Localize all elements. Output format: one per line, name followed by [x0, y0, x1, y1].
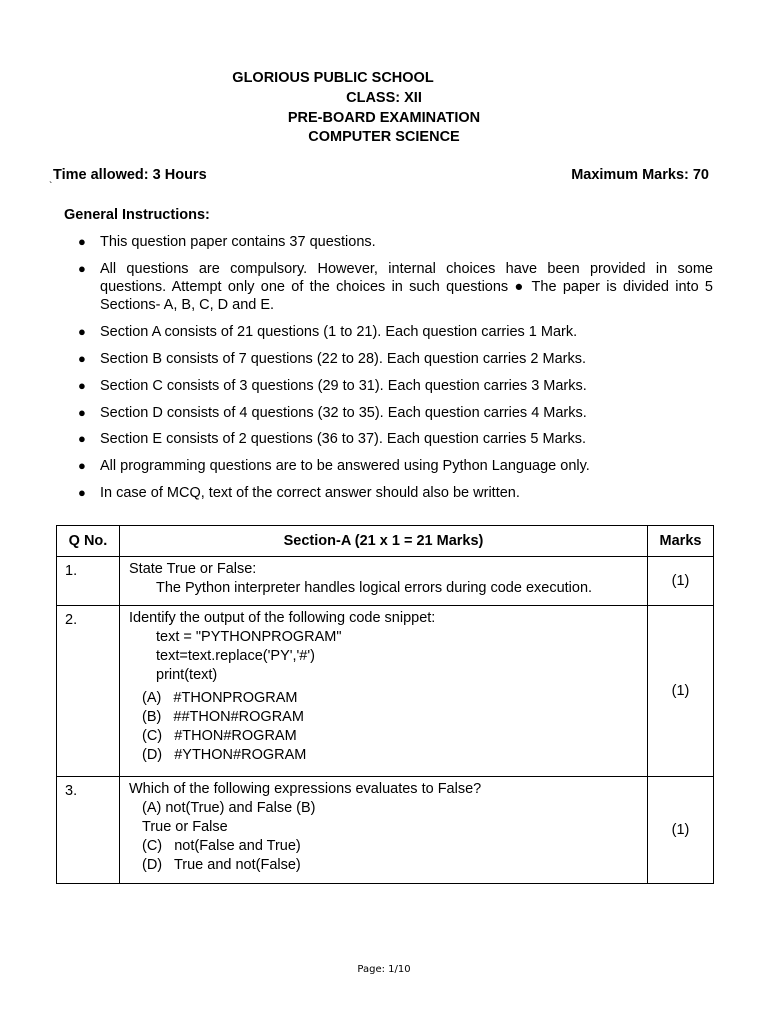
question-text: Which of the following expressions evaluates to False? (A) not(True) and False (B) True or False (C) not(False and True) (D) True and not(False) [120, 777, 648, 884]
school-name: GLORIOUS PUBLIC SCHOOL [232, 70, 434, 86]
list-item: ● Section C consists of 3 questions (29 to 31). Each question carries 3 Marks. [78, 377, 587, 394]
bullet-icon: ● [78, 260, 86, 276]
option-a: (A) #THONPROGRAM [142, 690, 298, 706]
instructions-title: General Instructions: [64, 207, 210, 223]
code-line: text = "PYTHONPROGRAM" [156, 629, 342, 645]
bullet-icon: ● [78, 484, 86, 500]
time-allowed: Time allowed: 3 Hours [53, 167, 207, 183]
question-marks: (1) [648, 557, 714, 606]
bullet-icon: ● [78, 404, 86, 420]
exam-title: PRE-BOARD EXAMINATION [287, 110, 481, 126]
bullet-icon: ● [78, 234, 86, 249]
question-text: State True or False: The Python interpreter handles logical errors during code execution. [120, 557, 648, 606]
qno-header: Q No. [57, 526, 120, 557]
bullet-icon: ● [78, 458, 86, 474]
class-label: CLASS: XII [346, 90, 422, 106]
questions-table [56, 525, 714, 884]
list-item: ● Section D consists of 4 questions (32 to 35). Each question carries 4 Marks. [78, 404, 587, 421]
question-number: 2. [57, 606, 120, 777]
instructions-list [78, 233, 713, 511]
question-text: Identify the output of the following code snippet: text = "PYTHONPROGRAM" text=text.replace('PY','#') print(text) (A) #THONPROGRAM (B) ##THON#ROGRAM (C) #THON#ROGRAM (D) #YTHON#ROGRAM [120, 606, 648, 777]
bullet-icon: ● [78, 350, 86, 366]
bullet-icon: ● [78, 431, 86, 447]
bullet-icon: ● [78, 324, 86, 340]
section-header: Section-A (21 x 1 = 21 Marks) [120, 526, 648, 557]
table-row [57, 557, 714, 606]
table-header-row [57, 526, 714, 557]
question-number: 1. [57, 557, 120, 606]
option-c: (C) #THON#ROGRAM [142, 728, 297, 744]
list-item: ● All questions are compulsory. However, internal choices have been provided in some questions. Attempt only one of the choices in such questions ● The paper is divided into 5 Sections- A, B, C, D and E. [78, 260, 713, 314]
code-line: text=text.replace('PY','#') [156, 648, 315, 664]
list-item: ● Section E consists of 2 questions (36 to 37). Each question carries 5 Marks. [78, 431, 586, 448]
question-marks: (1) [648, 777, 714, 884]
question-number: 3. [57, 777, 120, 884]
stray-mark: ` [49, 181, 53, 192]
list-item: ● This question paper contains 37 questions. [78, 234, 376, 250]
bullet-icon: ● [78, 377, 86, 393]
list-item: ● Section B consists of 7 questions (22 to 28). Each question carries 2 Marks. [78, 350, 586, 367]
table-row [57, 606, 714, 777]
maximum-marks: Maximum Marks: 70 [571, 167, 709, 183]
option-b: (B) ##THON#ROGRAM [142, 709, 304, 725]
subject-title: COMPUTER SCIENCE [308, 129, 460, 145]
option-d: (D) #YTHON#ROGRAM [142, 747, 307, 763]
list-item: ● Section A consists of 21 questions (1 to 21). Each question carries 1 Mark. [78, 324, 578, 341]
code-line: print(text) [156, 667, 218, 683]
list-item: ● In case of MCQ, text of the correct answer should also be written. [78, 484, 520, 501]
page-number: Page: 1/10 [357, 964, 411, 975]
table-row [57, 777, 714, 884]
list-item: ● All programming questions are to be answered using Python Language only. [78, 458, 590, 475]
question-marks: (1) [648, 606, 714, 777]
marks-header: Marks [648, 526, 714, 557]
